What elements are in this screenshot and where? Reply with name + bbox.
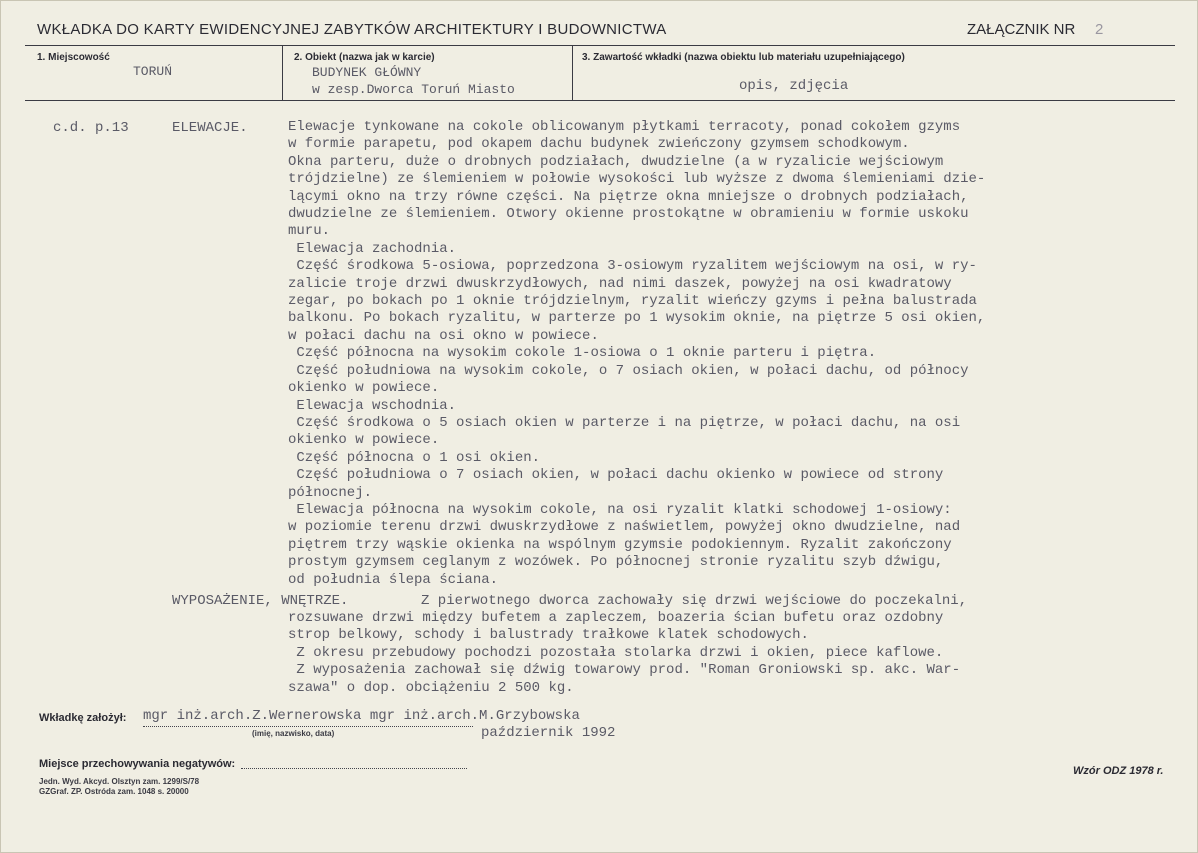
elevations-line: zegar, po bokach po 1 oknie trójdzielnym, ryzalit wieńczy gzyms i pełna balustrada xyxy=(288,293,977,310)
fields-divider xyxy=(25,100,1175,101)
elevations-line: dwudzielne ze ślemieniem. Otwory okienne prostokątne w obramieniu w formie uskoku xyxy=(288,206,969,223)
elevations-line: okienko w powiece. xyxy=(288,380,440,397)
elevations-line: lącymi okno na trzy równe części. Na piętrze okna mniejsze o drobnych podziałach, xyxy=(288,188,969,205)
prepared-by-value: mgr inż.arch.Z.Wernerowska mgr inż.arch.M.Grzybowska xyxy=(143,708,580,724)
object-value-line2: w zesp.Dworca Toruń Miasto xyxy=(312,82,515,97)
elevations-line: muru. xyxy=(288,223,331,240)
locality-value: TORUŃ xyxy=(133,64,173,79)
field-divider-2 xyxy=(572,45,573,101)
attachment-label: ZAŁĄCZNIK NR xyxy=(967,21,1076,38)
attachment-number: 2 xyxy=(1095,21,1104,38)
interior-line: Z okresu przebudowy pochodzi pozostała stolarka drzwi i okien, piece kaflowe. xyxy=(288,644,944,661)
elevations-line: Elewacja północna na wysokim cokole, na osi ryzalit klatki schodowej 1-osiowy: xyxy=(288,501,952,518)
elevations-line: Część południowa na wysokim cokole, o 7 osiach okien, w połaci dachu, od północy xyxy=(288,362,969,379)
page-reference: c.d. p.13 xyxy=(53,120,129,136)
print-info-1: Jedn. Wyd. Akcyd. Olsztyn zam. 1299/S/78 xyxy=(39,777,200,786)
locality-label: 1. Miejscowość xyxy=(37,52,110,63)
elevations-line: trójdzielne) ze ślemieniem w połowie wysokości lub wyższe z dwoma ślemieniami dzie- xyxy=(288,171,986,188)
prepared-by-line xyxy=(143,726,473,727)
elevations-line: Elewacja zachodnia. xyxy=(288,240,457,257)
interior-line: rozsuwane drzwi między bufetem a zapleczem, boazeria ścian bufetu oraz ozdobny xyxy=(288,610,944,626)
card-title: WKŁADKA DO KARTY EWIDENCYJNEJ ZABYTKÓW ARCHITEKTURY I BUDOWNICTWA xyxy=(37,21,667,38)
elevations-line: okienko w powiece. xyxy=(288,432,440,449)
interior-line: szawa" o dop. obciążeniu 2 500 kg. xyxy=(288,679,574,696)
elevations-line: prostym gzymsem ceglanym z wozówek. Po północnej stronie ryzalitu szyb dźwigu, xyxy=(288,554,944,571)
elevations-line: Część środkowa o 5 osiach okien w parterze i na piętrze, w połaci dachu, na osi xyxy=(288,414,961,431)
interior-text-first: Z pierwotnego dworca zachowały się drzwi wejściowe do poczekalni, xyxy=(421,593,968,609)
print-info-2: GZGraf. ZP. Ostróda zam. 1048 s. 20000 xyxy=(39,787,189,796)
content-label: 3. Zawartość wkładki (nazwa obiektu lub materiału uzupełniającego) xyxy=(582,52,905,63)
elevations-line: Część północna o 1 osi okien. xyxy=(288,449,541,466)
elevations-line: północnej. xyxy=(288,484,373,501)
elevations-line: Elewacje tynkowane na cokole oblicowanym płytkami terracoty, ponad cokołem gzyms xyxy=(288,119,961,135)
template-mark: Wzór ODZ 1978 r. xyxy=(1073,765,1164,777)
elevations-line: Elewacja wschodnia. xyxy=(288,397,457,414)
elevations-line: od południa ślepa ściana. xyxy=(288,571,499,588)
section-title-elevations: ELEWACJE. xyxy=(172,120,248,136)
field-divider-1 xyxy=(282,45,283,101)
section-title-interior: WYPOSAŻENIE, WNĘTRZE. xyxy=(172,593,349,609)
elevations-text xyxy=(288,119,985,589)
interior-text xyxy=(288,610,960,697)
negatives-label: Miejsce przechowywania negatywów: xyxy=(39,758,236,770)
elevations-line: w formie parapetu, pod okapem dachu budynek zwieńczony gzymsem schodkowym. xyxy=(288,136,910,153)
prepared-date: październik 1992 xyxy=(481,725,616,741)
elevations-line: Część środkowa 5-osiowa, poprzedzona 3-osiowym ryzalitem wejściowym na osi, w ry- xyxy=(288,258,977,275)
object-label: 2. Obiekt (nazwa jak w karcie) xyxy=(294,52,435,63)
prepared-by-hint: (imię, nazwisko, data) xyxy=(252,729,335,738)
elevations-line: balkonu. Po bokach ryzalitu, w parterze po 1 wysokim oknie, na piętrze 5 osi okien, xyxy=(288,310,986,327)
elevations-line: zalicie troje drzwi dwuskrzydłowych, nad nimi daszek, powyżej na osi kwadratowy xyxy=(288,275,952,292)
elevations-line: Część południowa o 7 osiach okien, w połaci dachu okienko w powiece od strony xyxy=(288,467,944,484)
prepared-by-label: Wkładkę założył: xyxy=(39,712,127,724)
object-value-line1: BUDYNEK GŁÓWNY xyxy=(312,65,422,80)
negatives-line xyxy=(241,768,467,769)
elevations-line: w poziomie terenu drzwi dwuskrzydłowe z naświetlem, powyżej okno dwudzielne, nad xyxy=(288,519,961,536)
elevations-line: Okna parteru, duże o drobnych podziałach, dwudzielne (a w ryzalicie wejściowym xyxy=(288,153,944,170)
elevations-line: w połaci dachu na osi okno w powiece. xyxy=(288,327,599,344)
elevations-line: piętrem trzy wąskie okienka na wspólnym gzymsie podokiennym. Ryzalit zakończony xyxy=(288,536,952,553)
content-value: opis, zdjęcia xyxy=(739,78,849,94)
header-divider xyxy=(25,45,1175,46)
interior-line: strop belkowy, schody i balustrady trałkowe klatek schodowych. xyxy=(288,627,809,644)
elevations-line: Część północna na wysokim cokole 1-osiowa o 1 oknie parteru i piętra. xyxy=(288,345,877,362)
interior-line: Z wyposażenia zachował się dźwig towarowy prod. "Roman Groniowski sp. akc. War- xyxy=(288,662,961,679)
